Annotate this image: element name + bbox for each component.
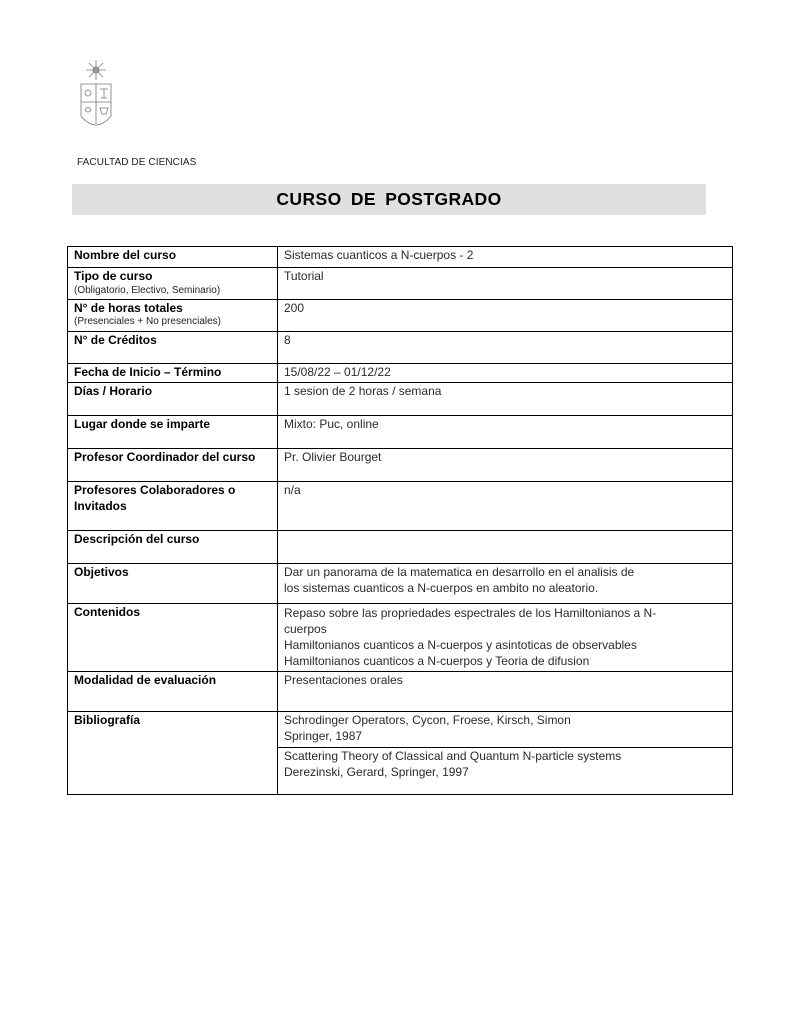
label-colaboradores: Profesores Colaboradores o Invitados: [68, 482, 278, 531]
contenidos-line: Repaso sobre las propriedades espectrales de los Hamiltonianos a N-: [284, 606, 657, 620]
ref2-line: Scattering Theory of Classical and Quantum N-particle systems: [284, 749, 622, 763]
bibliografia-ref-1: [278, 712, 733, 748]
title-banner: [72, 184, 706, 215]
contenidos-line: cuerpos: [284, 622, 327, 636]
course-info-table: [67, 246, 733, 795]
objetivos-line: Dar un panorama de la matematica en desarrollo en el analisis de: [284, 565, 635, 579]
faculty-name: FACULTAD DE CIENCIAS: [77, 157, 197, 168]
label-nombre: Nombre del curso: [68, 247, 278, 268]
row-contenidos: [68, 604, 733, 672]
label-evaluacion: Modalidad de evaluación: [68, 672, 278, 712]
label-creditos: N° de Créditos: [68, 331, 278, 363]
contenidos-line: Hamiltonianos cuanticos a N-cuerpos y Teoria de difusion: [284, 654, 590, 668]
value-dias: 1 sesion de 2 horas / semana: [278, 383, 733, 416]
row-dias: [68, 383, 733, 416]
label-bibliografia: Bibliografía: [68, 712, 278, 795]
ref2-line: Derezinski, Gerard, Springer, 1997: [284, 764, 469, 779]
label-lugar: Lugar donde se imparte: [68, 416, 278, 449]
row-horas: [68, 299, 733, 331]
label-horas-text: N° de horas totales: [74, 300, 183, 315]
row-objetivos: [68, 564, 733, 604]
page-title: CURSO DE POSTGRADO: [276, 189, 502, 209]
label-fecha: Fecha de Inicio – Término: [68, 363, 278, 383]
value-lugar: Mixto: Puc, online: [278, 416, 733, 449]
row-fecha: [68, 363, 733, 383]
value-tipo: Tutorial: [278, 268, 733, 300]
value-descripcion: [278, 531, 733, 564]
ref1-line: Schrodinger Operators, Cycon, Froese, Kirsch, Simon: [284, 713, 571, 727]
label-tipo: [68, 268, 278, 300]
row-descripcion: [68, 531, 733, 564]
label-tipo-sub: (Obligatorio, Electivo, Seminario): [74, 284, 221, 296]
label-descripcion: Descripción del curso: [68, 531, 278, 564]
label-contenidos: Contenidos: [68, 604, 278, 672]
contenidos-line: Hamiltonianos cuanticos a N-cuerpos y asintoticas de observables: [284, 638, 637, 652]
row-lugar: [68, 416, 733, 449]
objetivos-line: los sistemas cuanticos a N-cuerpos en ambito no aleatorio.: [284, 580, 599, 595]
label-horas-sub: (Presenciales + No presenciales): [74, 316, 222, 327]
value-objetivos: [278, 564, 733, 604]
label-profesor: Profesor Coordinador del curso: [68, 449, 278, 482]
label-dias: Días / Horario: [68, 383, 278, 416]
row-tipo: [68, 268, 733, 300]
value-colaboradores: n/a: [278, 482, 733, 531]
value-nombre: Sistemas cuanticos a N-cuerpos - 2: [278, 247, 733, 268]
row-profesor: [68, 449, 733, 482]
value-horas: 200: [278, 299, 733, 331]
value-creditos: 8: [278, 331, 733, 363]
university-crest-logo: [78, 58, 122, 136]
label-tipo-text: Tipo de curso: [74, 269, 153, 283]
row-creditos: [68, 331, 733, 363]
row-evaluacion: [68, 672, 733, 712]
value-contenidos: [278, 604, 733, 672]
row-bibliografia: [68, 712, 733, 748]
star-icon: [86, 60, 106, 80]
ref1-line: Springer, 1987: [284, 728, 363, 743]
bibliografia-ref-2: [278, 748, 733, 795]
value-profesor: Pr. Olivier Bourget: [278, 449, 733, 482]
value-fecha: 15/08/22 – 01/12/22: [278, 363, 733, 383]
row-nombre: [68, 247, 733, 268]
row-colaboradores: [68, 482, 733, 531]
value-evaluacion: Presentaciones orales: [278, 672, 733, 712]
label-horas: [68, 299, 278, 331]
label-objetivos: Objetivos: [68, 564, 278, 604]
